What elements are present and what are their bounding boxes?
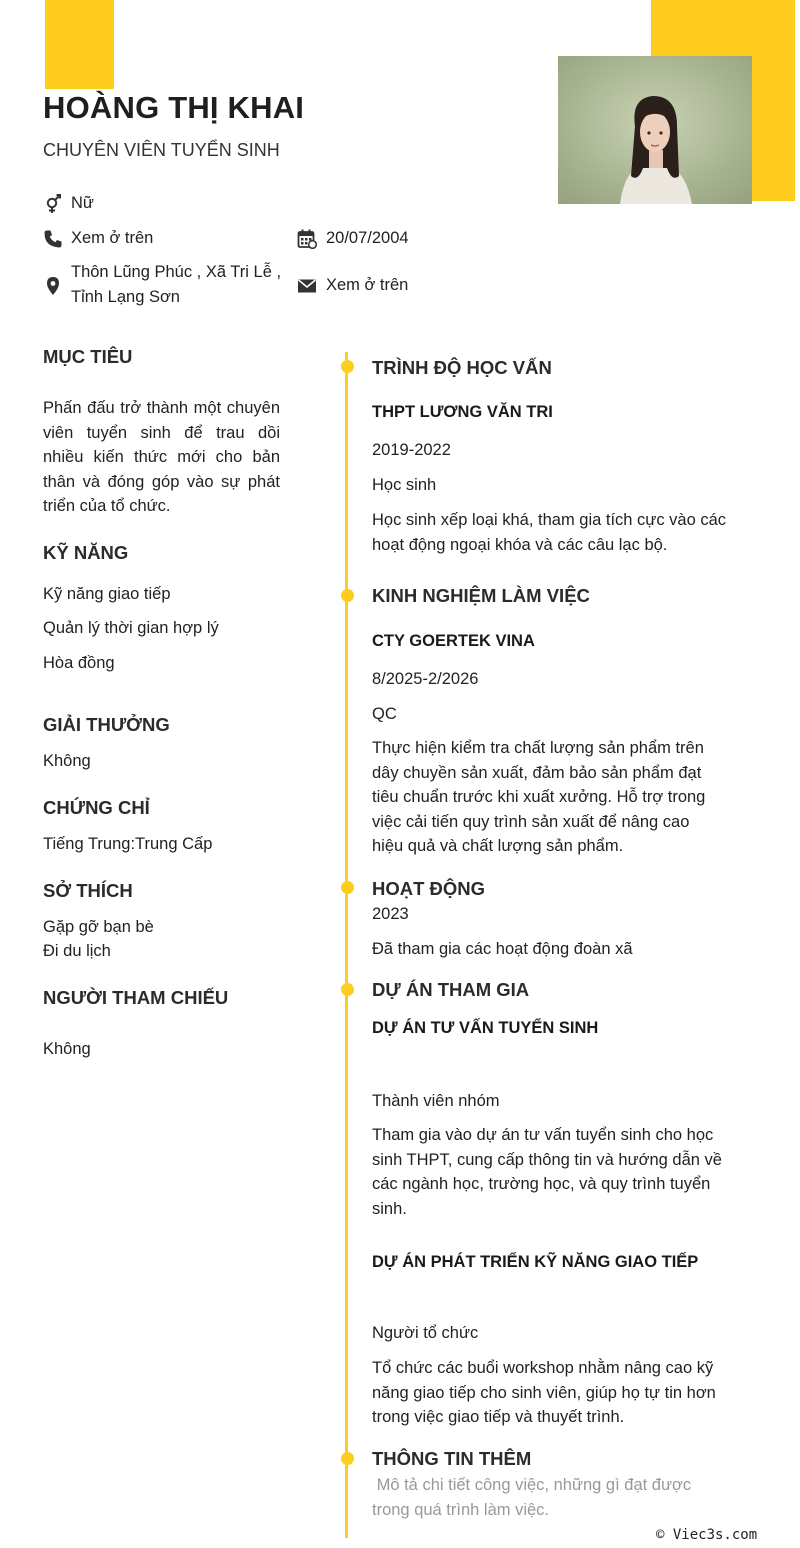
education-heading: TRÌNH ĐỘ HỌC VẤN xyxy=(372,357,552,378)
objective-heading: MỤC TIÊU xyxy=(43,346,133,367)
company-name: CTY GOERTEK VINA xyxy=(372,632,535,650)
watermark: © Viec3s.com xyxy=(656,1527,758,1543)
additional-placeholder: Mô tả chi tiết công việc, những gì đạt được trong quá trình làm việc. xyxy=(372,1476,696,1519)
project-name: DỰ ÁN TƯ VẤN TUYỂN SINH xyxy=(372,1019,599,1037)
projects-heading: DỰ ÁN THAM GIA xyxy=(372,979,530,1000)
timeline-dot xyxy=(341,1452,354,1465)
hobbies-heading: SỞ THÍCH xyxy=(43,880,133,901)
education-role: Học sinh xyxy=(372,476,437,494)
timeline-dot xyxy=(341,589,354,602)
education-period: 2019-2022 xyxy=(372,441,451,459)
additional-heading: THÔNG TIN THÊM xyxy=(372,1448,532,1469)
certificates-text: Tiếng Trung:Trung Cấp xyxy=(43,835,213,853)
skill-item: Hòa đồng xyxy=(43,654,115,672)
activities-description: Đã tham gia các hoạt động đoàn xã xyxy=(372,940,633,958)
project-description: Tổ chức các buổi workshop nhằm nâng cao kỹ năng giao tiếp cho sinh viên, giúp họ tự tin hơn trong việc giao tiếp và thuyết trình. xyxy=(372,1359,716,1427)
certificates-heading: CHỨNG CHỈ xyxy=(43,797,150,818)
email-value: Xem ở trên xyxy=(326,276,409,294)
timeline-line xyxy=(345,352,348,1538)
profile-photo xyxy=(558,56,752,204)
job-title: CHUYÊN VIÊN TUYỂN SINH xyxy=(43,140,280,160)
activities-year: 2023 xyxy=(372,905,409,923)
phone-value: Xem ở trên xyxy=(71,229,154,247)
birthdate-value: 20/07/2004 xyxy=(326,229,409,247)
experience-position: QC xyxy=(372,705,397,723)
experience-heading: KINH NGHIỆM LÀM VIỆC xyxy=(372,585,590,606)
experience-period: 8/2025-2/2026 xyxy=(372,670,479,688)
calendar-icon xyxy=(297,229,317,249)
objective-text: Phấn đấu trở thành một chuyên viên tuyển sinh để trau dồi nhiều kiến thức mới cho bản thân và đóng góp vào sự phát triển của tổ chức. xyxy=(43,399,280,516)
gender-icon xyxy=(43,194,63,214)
location-icon xyxy=(43,276,63,296)
address-line-1: Thôn Lũng Phúc , Xã Tri Lễ , xyxy=(71,263,282,281)
skill-item: Quản lý thời gian hợp lý xyxy=(43,619,219,637)
education-description: Học sinh xếp loại khá, tham gia tích cực vào các hoạt động ngoại khóa và các câu lạc bộ. xyxy=(372,511,727,554)
mail-icon xyxy=(297,276,317,296)
awards-text: Không xyxy=(43,752,91,770)
gender-value: Nữ xyxy=(71,194,94,212)
skill-item: Kỹ năng giao tiếp xyxy=(43,585,171,603)
experience-description: Thực hiện kiểm tra chất lượng sản phẩm trên dây chuyền sản xuất, đảm bảo sản phẩm đạt tiêu chuẩn trước khi xuất xưởng. Hỗ trợ trong việc cải tiến quy trình sản xuất để nâng cao hiệu quả và chất lượng sản phẩm. xyxy=(372,739,706,856)
hobby-item: Gặp gỡ bạn bè xyxy=(43,918,154,936)
awards-heading: GIẢI THƯỞNG xyxy=(43,714,170,735)
project-role: Người tổ chức xyxy=(372,1324,479,1342)
references-heading: NGƯỜI THAM CHIẾU xyxy=(43,987,229,1008)
phone-icon xyxy=(43,229,63,249)
timeline-dot xyxy=(341,983,354,996)
skills-heading: KỸ NĂNG xyxy=(43,542,129,563)
project-name: DỰ ÁN PHÁT TRIỂN KỸ NĂNG GIAO TIẾP xyxy=(372,1253,699,1271)
timeline-dot xyxy=(341,360,354,373)
timeline-dot xyxy=(341,881,354,894)
project-role: Thành viên nhóm xyxy=(372,1092,500,1110)
candidate-name: HOÀNG THỊ KHAI xyxy=(43,90,305,125)
hobby-item: Đi du lịch xyxy=(43,942,111,960)
references-text: Không xyxy=(43,1040,91,1058)
address-line-2: Tỉnh Lạng Sơn xyxy=(71,288,180,306)
project-description: Tham gia vào dự án tư vấn tuyển sinh cho học sinh THPT, cung cấp thông tin và hướng dẫn về các ngành học, trường học, và quy trình tuyển sinh. xyxy=(372,1126,722,1218)
activities-heading: HOẠT ĐỘNG xyxy=(372,878,486,899)
school-name: THPT LƯƠNG VĂN TRI xyxy=(372,403,553,421)
accent-block-left xyxy=(45,0,114,89)
